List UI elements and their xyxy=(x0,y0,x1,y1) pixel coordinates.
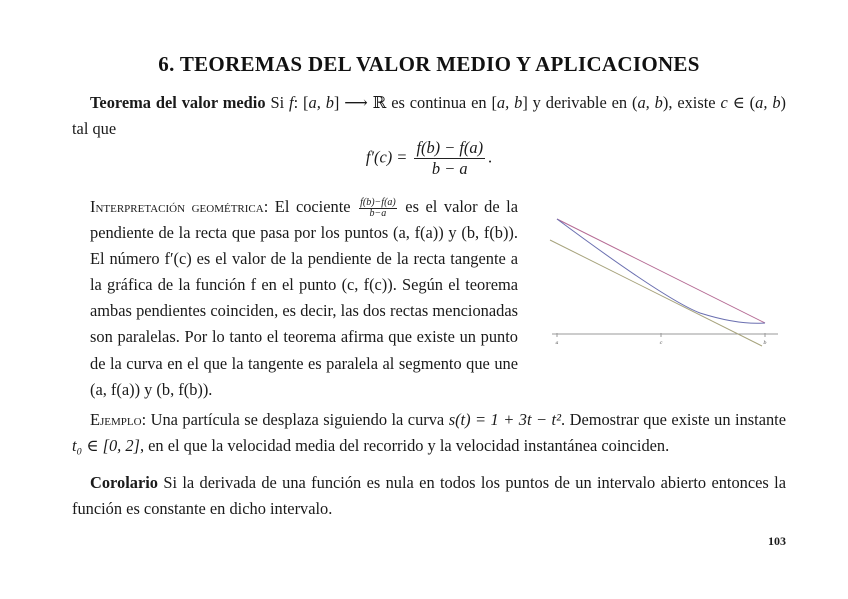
theorem-text-5: ), existe xyxy=(662,93,716,112)
corollary-paragraph xyxy=(72,470,786,522)
example-paragraph xyxy=(72,407,786,459)
figure-label-c: c xyxy=(659,340,663,346)
formula-numerator: f(b) − f(a) xyxy=(416,138,484,157)
formula-fraction xyxy=(414,138,485,179)
figure-secant-line xyxy=(557,219,765,323)
interpretation-frac-num: f(b)−f(a) xyxy=(360,196,396,208)
figure-label-a: a xyxy=(555,340,559,346)
formula-end: . xyxy=(488,147,493,167)
formula-lhs: f′(c) = xyxy=(365,147,408,167)
example-text-2: . Demostrar que existe un instante xyxy=(561,410,786,429)
interpretation-frac-den: b−a xyxy=(369,207,387,219)
example-text-1: Una partícula se desplaza siguiendo la curva xyxy=(146,410,449,429)
theorem-math-1: f xyxy=(289,93,294,112)
corollary-label: Corolario xyxy=(90,473,158,492)
mean-value-formula xyxy=(72,138,786,182)
example-math-1: s(t) = 1 + 3t − t² xyxy=(448,410,562,429)
theorem-text-1: Si xyxy=(270,93,285,112)
theorem-math-2: a, b xyxy=(308,93,334,112)
formula-denominator: b − a xyxy=(431,159,468,178)
interpretation-text-2: es el valor de la pendiente de la recta que pasa por los puntos (a, f(a)) y (b, f(b)). El número f′(c) es el valor de la pendiente de la recta tangente a la gráfica de la función f en el punto (c, f(c)). Según el teorema ambas pendientes coinciden, es decir, las dos rectas mencionadas son paralelas. Por lo tanto el teorema afirma que existe un punto de la curva en el que la tangente es paralela al segmento que une (a, f(a)) y (b, f(b)). xyxy=(90,197,518,399)
theorem-paragraph xyxy=(72,90,786,142)
corollary-text: Si la derivada de una función es nula en todos los puntos de un intervalo abierto entonces la función es constante en dicho intervalo. xyxy=(72,473,786,518)
theorem-text-2: : [ xyxy=(293,93,309,112)
figure-label-b: b xyxy=(763,340,767,346)
section-title: 6. TEOREMAS DEL VALOR MEDIO Y APLICACIONES xyxy=(158,52,700,76)
example-text-3: , en el que la velocidad media del recorrido y la velocidad instantánea coinciden. xyxy=(139,436,670,455)
page-number: 103 xyxy=(768,534,786,548)
theorem-text-7: ) tal que xyxy=(72,93,786,138)
interpretation-paragraph xyxy=(90,194,518,403)
example-math-2: t₀ ∈ [0, 2] xyxy=(72,436,140,455)
interpretation-fraction xyxy=(359,198,397,219)
figure-tangent-line xyxy=(550,240,762,346)
example-label: Ejemplo: xyxy=(90,410,147,429)
theorem-text-4: ] y derivable en ( xyxy=(522,93,638,112)
interpretation-text-1: El cociente xyxy=(268,197,358,216)
theorem-text-6: ∈ ( xyxy=(727,93,756,112)
mean-value-figure xyxy=(548,210,780,350)
theorem-math-4: a, b xyxy=(637,93,663,112)
theorem-math-6: a, b xyxy=(755,93,781,112)
theorem-math-5: c xyxy=(720,93,728,112)
interpretation-label: Interpretación geométrica: xyxy=(90,197,269,216)
theorem-label: Teorema del valor medio xyxy=(90,93,266,112)
theorem-text-3: ] ⟶ ℝ es continua en [ xyxy=(333,93,497,112)
theorem-math-3: a, b xyxy=(496,93,523,112)
